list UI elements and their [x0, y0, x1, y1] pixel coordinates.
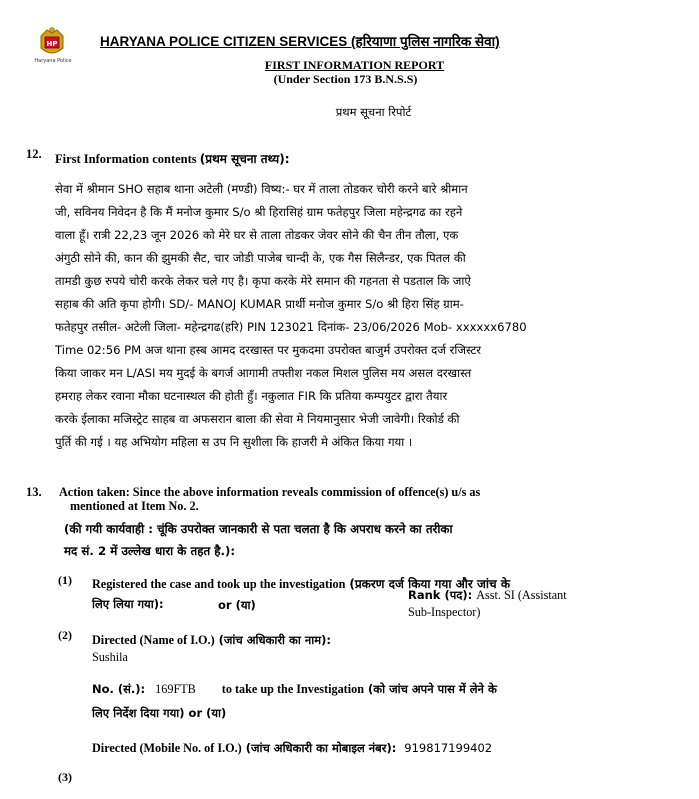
item-2-or: or (या) — [188, 706, 227, 720]
section-13-heading-line1: Action taken: Since the above information reveals commission of offence(s) u/s as — [59, 485, 481, 499]
info-line: फतेहपुर तसील- अटेली जिला- महेन्द्रगढ(हरि) PIN 123021 दिनांक- 23/06/2026 Mob- xxxxxx6780 — [55, 320, 527, 334]
directed-name-label — [92, 631, 331, 649]
take-up-hi2: लिए निर्देश दिया गया) — [92, 706, 185, 720]
section-12-heading — [55, 150, 290, 167]
no-label: No. (सं.): — [92, 682, 146, 696]
io-number-row — [92, 680, 497, 698]
section-13-hindi-line2: मद सं. 2 में उल्लेख धारा के तहत है.): — [64, 544, 236, 558]
info-line: सहाब की अति कृपा होगी। SD/- MANOJ KUMAR प्रार्थी मनोज कुमार S/o श्री हिरा सिंह ग्राम- — [55, 297, 464, 311]
directed-name-label-hi: (जांच अधिकारी का नाम): — [218, 633, 331, 647]
mobile-value: 919817199402 — [404, 741, 493, 755]
item-1-or: or (या) — [218, 598, 256, 612]
item-1-number: (1) — [58, 573, 72, 587]
section-12-number: 12. — [26, 147, 42, 161]
take-up-hi: (को जांच अपने पास में लेने के — [368, 682, 497, 696]
info-line: करके ईलाका मजिस्ट्रेट साहब वा अफसरान बाला की सेवा मे नियमानुसार भेजी जावेगी। रिकोर्ड की — [55, 412, 460, 426]
svg-text:HP: HP — [46, 40, 58, 48]
info-line: Time 02:56 PM अज थाना हस्ब आमद दरखास्त पर मुकदमा उपरोक्त बाजुर्म उपरोक्त दर्ज रजिस्टर — [55, 343, 482, 357]
info-line: पुर्ति की गई । यह अभियोग महिला स उप नि सुशीला कि हाजरी मे अंकित किया गया । — [55, 435, 413, 449]
info-line: तामडी कुछ रुपये चोरी करके लेकर चले गए है। कृपा करके मेरे समान की गहनता से पडताल कि जाऐ — [55, 274, 471, 288]
item-3-number: (3) — [58, 770, 72, 784]
section-13-hindi-line1: (की गयी कार्यवाही : चूंकि उपरोक्त जानकारी से पता चलता है कि अपराध करने का तरीका — [64, 522, 453, 536]
info-line: सेवा में श्रीमान SHO सहाब थाना अटेली (मण्डी) विष्य:- घर में ताला तोडकर चोरी करने बारे श्रीमान — [55, 182, 468, 196]
directed-mobile-label-en: Directed (Mobile No. of I.O.) — [92, 741, 242, 755]
report-subtitle: (Under Section 173 B.N.S.S) — [273, 72, 418, 86]
header-title: HARYANA POLICE CITIZEN SERVICES (हरियाणा पुलिस नागरिक सेवा) — [100, 34, 500, 49]
rank-value: Asst. SI (Assistant — [476, 588, 567, 602]
info-line: हमराह लेकर रवाना मौका घटनास्थल की होती हुँ। नकुलात FIR कि प्रतिया कम्पयुटर द्वारा तैयार — [55, 389, 448, 403]
directed-name-label-en: Directed (Name of I.O.) — [92, 633, 215, 647]
section-12-heading-en: First Information contents — [55, 152, 197, 166]
section-13-number: 13. — [26, 485, 42, 499]
section-12-heading-hi: (प्रथम सूचना तथ्य): — [199, 152, 290, 166]
info-line: जी, सविनय निवेदन है कि मैं मनोज कुमार S/o श्री हिरासिहं ग्राम फतेहपुर जिला महेन्द्रगढ का रहने — [55, 205, 463, 219]
rank-value-cont: Sub-Inspector) — [408, 605, 481, 619]
report-hindi-title: प्रथम सूचना रिपोर्ट — [335, 105, 412, 119]
rank-label: Rank (पद): — [408, 588, 473, 602]
info-line: अंगुठी सोने की, कान की झुमकी सैट, चार जोडी पाजेब चान्दी के, एक गैस सिलैन्डर, एक पितल की — [55, 251, 466, 265]
item-1-text-en: Registered the case and took up the investigation — [92, 577, 346, 591]
item-1-text-hi2: लिए लिया गया): — [92, 597, 164, 611]
section-13-hindi-heading — [64, 518, 624, 562]
io-name-value: Sushila — [92, 650, 128, 664]
first-information-text — [55, 178, 670, 454]
logo-caption: Haryana Police — [34, 58, 72, 64]
no-value: 169FTB — [155, 682, 196, 696]
info-line: किया जाकर मन L/ASI मय मुदई के बगर्ज आगामी तफ्तीश नकल मिशल पुलिस मय असल दरखास्त — [55, 366, 472, 380]
item-2-number: (2) — [58, 628, 72, 642]
item-1-text-hi: (प्रकरण दर्ज किया गया और जांच के — [349, 577, 511, 591]
report-title: FIRST INFORMATION REPORT — [264, 58, 445, 72]
take-up-en: to take up the Investigation — [221, 682, 364, 696]
directed-mobile-label-hi: (जांच अधिकारी का मोबाइल नंबर): — [245, 741, 397, 755]
take-up-line2 — [92, 704, 226, 722]
rank-field — [408, 586, 567, 604]
directed-mobile-row — [92, 739, 492, 757]
info-line: वाला हूँ। रात्री 22,23 जून 2026 को मेरे घर से ताला तोडकर जेवर सोने की चैन तीन तौला, एक — [55, 228, 459, 242]
section-13-heading-line2: mentioned at Item No. 2. — [70, 499, 199, 513]
